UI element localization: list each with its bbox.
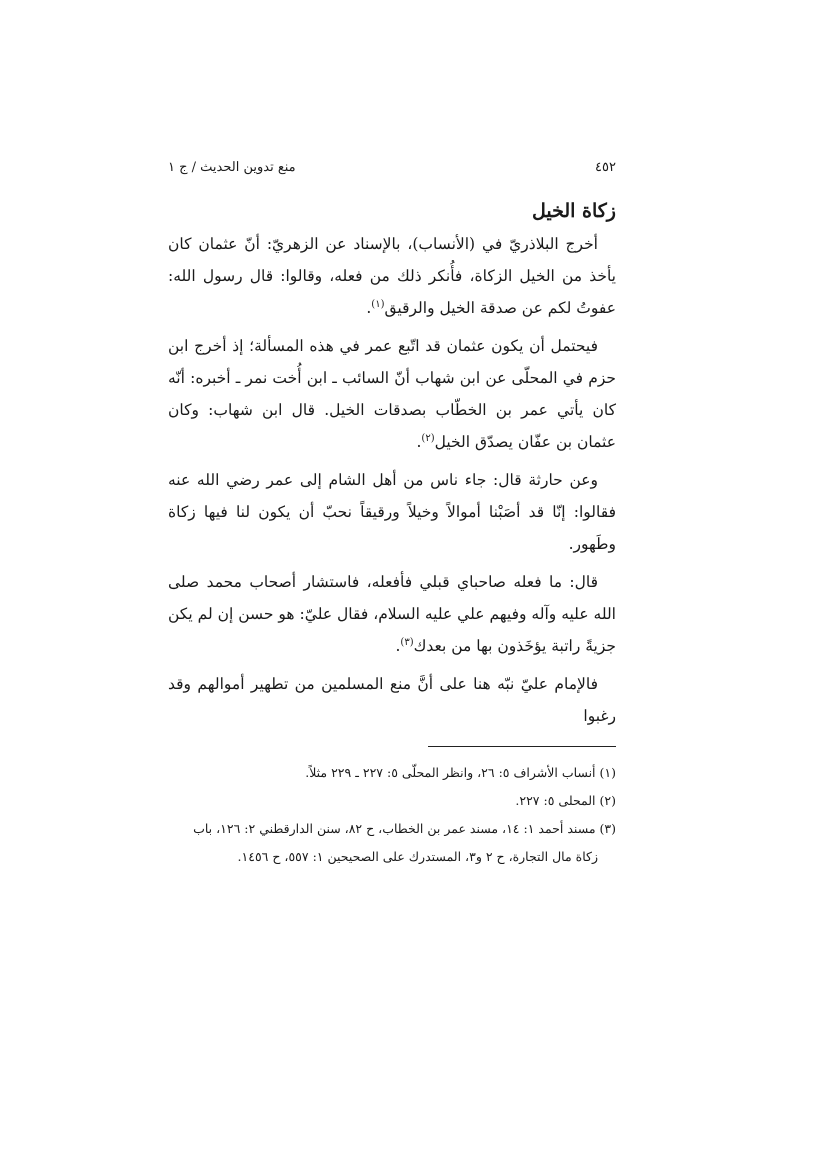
- paragraph-text: قال: ما فعله صاحباي قبلي فأفعله، فاستشار أصحاب محمد صلى الله عليه وآله وفيهم علي عليه السلام، فقال عليّ: هو حسن إن لم يكن جزيةً راتبة يؤخَذون بها من بعدك: [168, 573, 616, 655]
- footnote-separator: [428, 746, 616, 747]
- paragraph-text: فيحتمل أن يكون عثمان قد اتّبع عمر في هذه المسألة؛ إذ أخرج ابن حزم في المحلّى عن ابن شهاب أنّ السائب ـ ابن أُخت نمر ـ أخبره: أنّه كان يأتي عمر بن الخطّاب بصدقات الخيل. قال ابن شهاب: وكان عثمان بن عفّان يصدّق الخيل: [168, 337, 616, 451]
- footnote-ref: (١): [371, 298, 385, 310]
- paragraph-5: [168, 668, 616, 732]
- footnote-ref: (٣): [400, 636, 414, 648]
- section-heading: زكاة الخيل: [531, 200, 616, 222]
- footnote-2: (٢) المحلى ٥: ٢٢٧.: [515, 793, 616, 808]
- paragraph-end: .: [416, 433, 422, 451]
- paragraph-text: أخرج البلاذريّ في (الأنساب)، بالإسناد عن الزهريّ: أنّ عثمان كان يأخذ من الخيل الزكاة، فأُنكر ذلك من فعله، وقالوا: قال رسول الله: عفوتُ لكم عن صدقة الخيل والرقيق: [168, 235, 616, 317]
- page-content: [168, 160, 616, 871]
- page-header: [168, 160, 616, 184]
- paragraph-text: فالإمام عليّ نبّه هنا على أنَّ منع المسلمين من تطهير أموالهم وقد رغبوا: [168, 675, 616, 725]
- page-number: ٤٥٢: [595, 160, 616, 175]
- paragraph-1: [168, 228, 616, 324]
- paragraph-end: .: [395, 637, 401, 655]
- footnote-1: (١) أنساب الأشراف ٥: ٢٦، وانظر المحلّى ٥: ٢٢٧ ـ ٢٢٩ مثلاً.: [305, 765, 616, 780]
- footnote-3-continued: زكاة مال التجارة، ح ٢ و٣، المستدرك على الصحيحين ١: ٥٥٧، ح ١٤٥٦.: [237, 849, 598, 864]
- footnote-ref: (٢): [421, 432, 435, 444]
- footnote-3: (٣) مسند أحمد ١: ١٤، مسند عمر بن الخطاب، ح ٨٢، سنن الدارقطني ٢: ١٢٦، باب: [193, 821, 616, 836]
- paragraph-3: [168, 464, 616, 560]
- paragraph-end: .: [366, 299, 372, 317]
- running-title: منع تدوين الحديث / ج ١: [168, 160, 296, 175]
- paragraph-text: وعن حارثة قال: جاء ناس من أهل الشام إلى عمر رضي الله عنه فقالوا: إنّا قد أصَبْنا أموالاً وخيلاً ورقيقاً نحبّ أن يكون لنا فيها زكاة وطَهور.: [168, 471, 616, 553]
- paragraph-2: [168, 330, 616, 458]
- paragraph-4: [168, 566, 616, 662]
